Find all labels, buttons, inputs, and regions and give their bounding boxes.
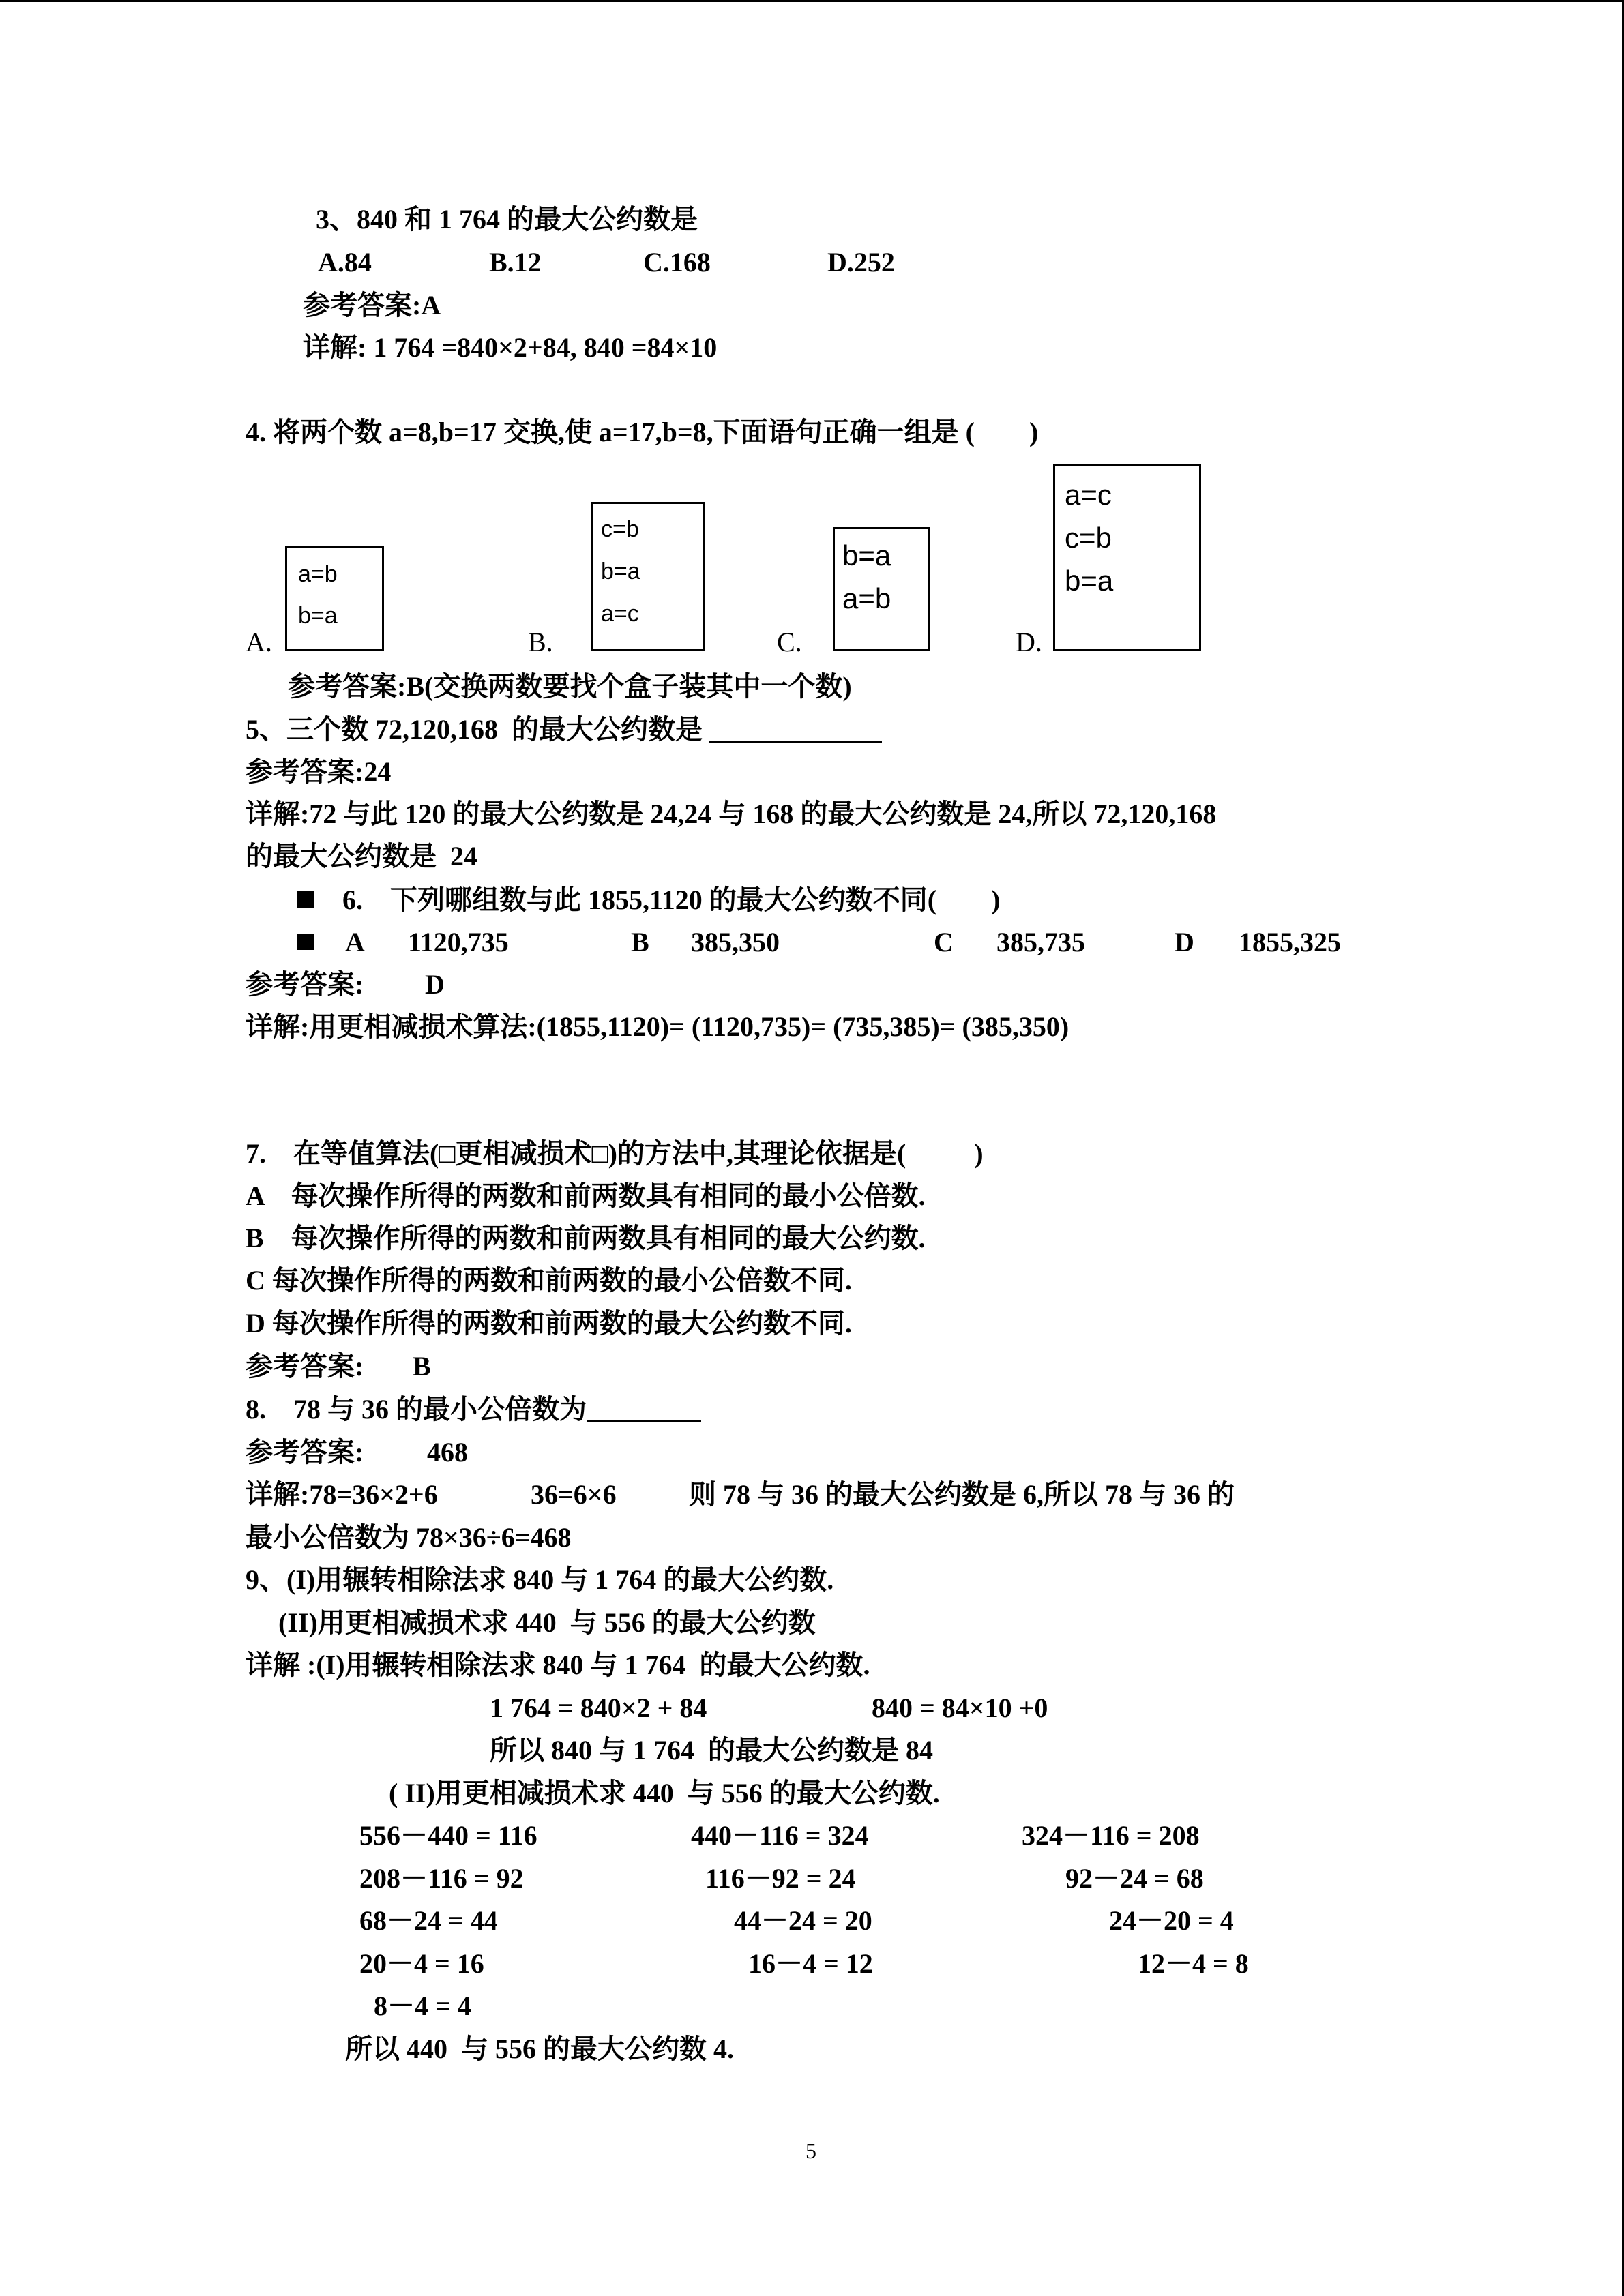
q6-answer-label: 参考答案: (246, 969, 364, 1000)
q3-option-a: A.84 (318, 247, 372, 278)
q9-part-1: 9、(I)用辗转相除法求 840 与 1 764 的最大公约数. (246, 1564, 834, 1595)
q9-step: 20－4 = 16 (359, 1948, 484, 1979)
q8-question-text: 8. 78 与 36 的最小公倍数为 (246, 1394, 587, 1425)
q9-step: 24－20 = 4 (1109, 1905, 1234, 1936)
q4-box-a-line-1: a=b (298, 561, 338, 587)
q6-option-c-letter: C (934, 927, 954, 957)
q9-part-2-title: ( II)用更相减损术求 440 与 556 的最大公约数. (389, 1778, 940, 1808)
q3-detail: 详解: 1 764 =840×2+84, 840 =84×10 (303, 332, 718, 363)
q4-box-c-line-2: a=b (842, 582, 891, 614)
q4-box-d-line-2: c=b (1065, 522, 1112, 554)
q3-option-d: D.252 (827, 247, 895, 278)
q6-question (297, 886, 1000, 914)
q6-option-d-letter: D (1175, 927, 1194, 957)
q6-option-a-letter: A (345, 927, 365, 957)
q9-step: 440－116 = 324 (691, 1820, 869, 1851)
q8-detail-b: 36=6×6 (531, 1479, 617, 1510)
q4-box-d-line-1: a=c (1065, 479, 1112, 511)
q4-box-d-line-3: b=a (1065, 565, 1114, 597)
q6-option-d-value: 1855,325 (1239, 927, 1341, 957)
q6-detail: 详解:用更相减损术算法:(1855,1120)= (1120,735)= (735,385)= (385,350) (246, 1011, 1069, 1042)
q4-box-b (591, 502, 705, 651)
q7-option-d: D 每次操作所得的两数和前两数的最大公约数不同. (246, 1308, 852, 1339)
q9-step: 324－116 = 208 (1022, 1820, 1200, 1851)
q4-option-letter-a: A. (246, 627, 272, 657)
q9-equation-1: 1 764 = 840×2 + 84 (490, 1693, 707, 1723)
q4-box-a-line-2: b=a (298, 603, 338, 629)
q4-box-b-line-2: b=a (601, 558, 640, 584)
q9-result-1: 所以 840 与 1 764 的最大公约数是 84 (490, 1735, 933, 1765)
q9-step: 8－4 = 4 (374, 1991, 471, 2021)
q5-answer: 参考答案:24 (246, 756, 392, 787)
q9-step: 12－4 = 8 (1138, 1948, 1249, 1979)
q3-option-b: B.12 (489, 247, 542, 278)
q9-step: 16－4 = 12 (748, 1948, 873, 1979)
q8-detail-a: 详解:78=36×2+6 (246, 1479, 438, 1510)
q9-step: 92－24 = 68 (1065, 1863, 1204, 1894)
q8-answer-blank (587, 1397, 701, 1422)
q5-question (246, 716, 882, 743)
q5-answer-blank (709, 717, 882, 743)
q9-detail-title: 详解 :(I)用辗转相除法求 840 与 1 764 的最大公约数. (246, 1650, 870, 1680)
square-bullet-icon (297, 891, 314, 908)
q9-step: 44－24 = 20 (734, 1905, 872, 1936)
q4-box-b-line-1: c=b (601, 516, 639, 542)
q5-question-text: 5、三个数 72,120,168 的最大公约数是 (246, 714, 703, 745)
q6-answer-value: D (425, 969, 445, 1000)
q4-option-letter-b: B. (528, 627, 553, 657)
q3-option-c: C.168 (643, 247, 711, 278)
q4-box-c (833, 527, 930, 651)
q4-box-d (1053, 464, 1201, 651)
q9-step: 208－116 = 92 (359, 1863, 524, 1894)
q5-detail-line-1: 详解:72 与此 120 的最大公约数是 24,24 与 168 的最大公约数是 24,所以 72,120,168 (246, 799, 1217, 829)
q6-option-b-value: 385,350 (691, 927, 780, 957)
q7-answer-label: 参考答案: (246, 1351, 364, 1382)
q6-question-text: 6. 下列哪组数与此 1855,1120 的最大公约数不同( ) (342, 884, 1001, 915)
square-bullet-icon (297, 934, 314, 950)
q6-option-c-value: 385,735 (996, 927, 1085, 957)
q7-option-b: B 每次操作所得的两数和前两数具有相同的最大公约数. (246, 1223, 926, 1253)
q5-detail-line-2: 的最大公约数是 24 (246, 841, 477, 871)
q7-option-a: A 每次操作所得的两数和前两数具有相同的最小公倍数. (246, 1180, 926, 1211)
q9-result-2: 所以 440 与 556 的最大公约数 4. (345, 2033, 734, 2064)
q9-equation-2: 840 = 84×10 +0 (872, 1693, 1048, 1723)
q8-detail-c: 则 78 与 36 的最大公约数是 6,所以 78 与 36 的 (689, 1479, 1235, 1510)
q8-answer-label: 参考答案: (246, 1437, 364, 1467)
q4-box-a (285, 546, 384, 651)
q4-box-b-line-3: a=c (601, 601, 639, 627)
q6-option-a-value: 1120,735 (408, 927, 509, 957)
q7-question: 7. 在等值算法(□更相减损术□)的方法中,其理论依据是( ) (246, 1138, 984, 1169)
q4-box-c-line-1: b=a (842, 539, 891, 571)
q8-question (246, 1396, 701, 1423)
q9-part-2: (II)用更相减损术求 440 与 556 的最大公约数 (278, 1607, 816, 1638)
page-border-top (0, 0, 1624, 2)
q7-option-c: C 每次操作所得的两数和前两数的最小公倍数不同. (246, 1265, 852, 1296)
q7-answer-value: B (413, 1351, 431, 1382)
q6-options-row (297, 929, 342, 956)
q4-option-letter-c: C. (777, 627, 802, 657)
q3-answer: 参考答案:A (303, 290, 441, 320)
q4-answer: 参考答案:B(交换两数要找个盒子装其中一个数) (288, 671, 852, 702)
q9-step: 556－440 = 116 (359, 1820, 537, 1851)
q4-question: 4. 将两个数 a=8,b=17 交换,使 a=17,b=8,下面语句正确一组是 ( ) (246, 417, 1039, 447)
q9-step: 116－92 = 24 (705, 1863, 856, 1894)
q6-option-b-letter: B (631, 927, 649, 957)
q3-question: 3、840 和 1 764 的最大公约数是 (316, 204, 698, 235)
q9-step: 68－24 = 44 (359, 1905, 498, 1936)
q8-detail-line-2: 最小公倍数为 78×36÷6=468 (246, 1522, 572, 1553)
page-number: 5 (806, 2138, 816, 2163)
q8-answer-value: 468 (427, 1437, 468, 1467)
q4-option-letter-d: D. (1016, 627, 1042, 657)
